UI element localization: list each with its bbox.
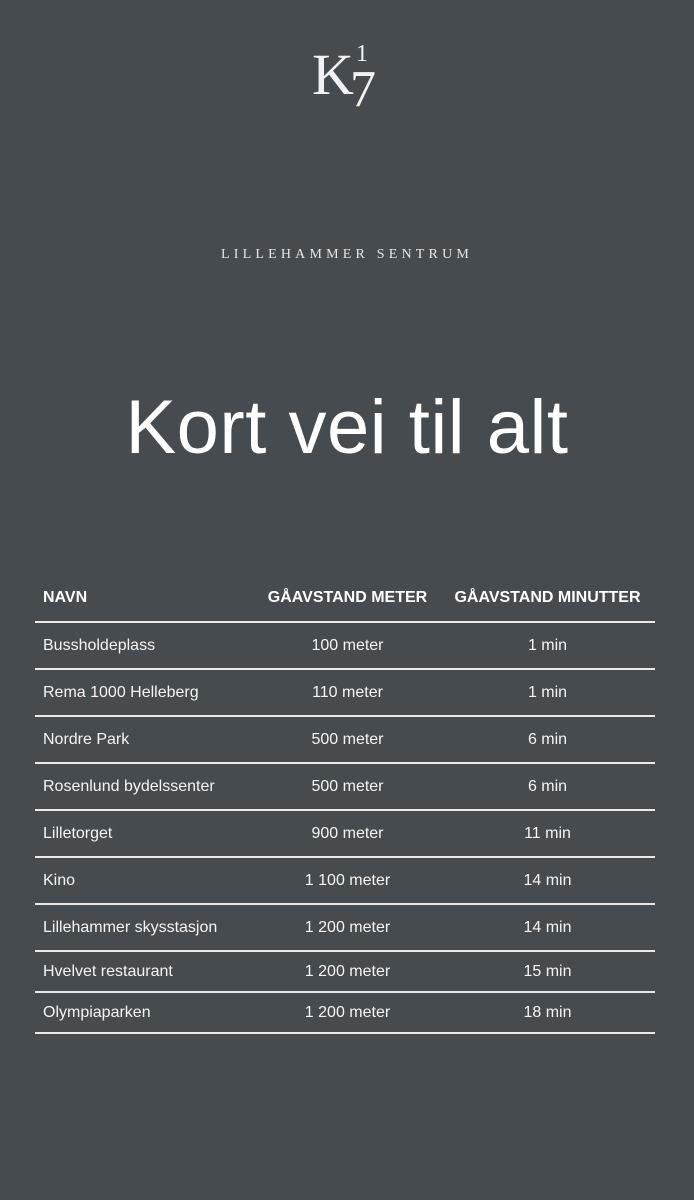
table-row [35,763,655,810]
table-row [35,951,655,992]
logo-superscript: 1 [356,41,368,67]
column-header-meters: GÅAVSTAND METER [255,575,440,622]
cell-name: Lilletorget [35,810,255,857]
cell-name: Rema 1000 Helleberg [35,669,255,716]
cell-meters: 1 200 meter [255,904,440,951]
cell-name: Lillehammer skysstasjon [35,904,255,951]
cell-minutes: 15 min [440,951,655,992]
page-title: Kort vei til alt [125,385,569,470]
table-row [35,622,655,669]
k17-logo [312,42,392,122]
cell-name: Olympiaparken [35,992,255,1033]
cell-meters: 100 meter [255,622,440,669]
table-row [35,810,655,857]
cell-name: Rosenlund bydelssenter [35,763,255,810]
cell-meters: 110 meter [255,669,440,716]
cell-meters: 500 meter [255,763,440,810]
cell-meters: 1 100 meter [255,857,440,904]
column-header-minutes: GÅAVSTAND MINUTTER [440,575,655,622]
cell-name: Hvelvet restaurant [35,951,255,992]
logo-letter: K [312,42,354,107]
table-row [35,716,655,763]
cell-minutes: 1 min [440,669,655,716]
cell-minutes: 14 min [440,857,655,904]
column-header-name: NAVN [35,575,255,622]
cell-minutes: 6 min [440,763,655,810]
table-header-row [35,575,655,622]
cell-meters: 900 meter [255,810,440,857]
cell-name: Kino [35,857,255,904]
logo-digit: 7 [350,61,376,118]
cell-name: Nordre Park [35,716,255,763]
cell-meters: 1 200 meter [255,992,440,1033]
cell-minutes: 18 min [440,992,655,1033]
cell-minutes: 14 min [440,904,655,951]
cell-name: Bussholdeplass [35,622,255,669]
cell-minutes: 11 min [440,810,655,857]
cell-meters: 500 meter [255,716,440,763]
distance-table [35,575,655,1034]
table-row [35,904,655,951]
cell-meters: 1 200 meter [255,951,440,992]
location-subtitle: LILLEHAMMER SENTRUM [220,247,474,262]
table-row [35,669,655,716]
cell-minutes: 1 min [440,622,655,669]
table-row [35,992,655,1033]
table-row [35,857,655,904]
cell-minutes: 6 min [440,716,655,763]
